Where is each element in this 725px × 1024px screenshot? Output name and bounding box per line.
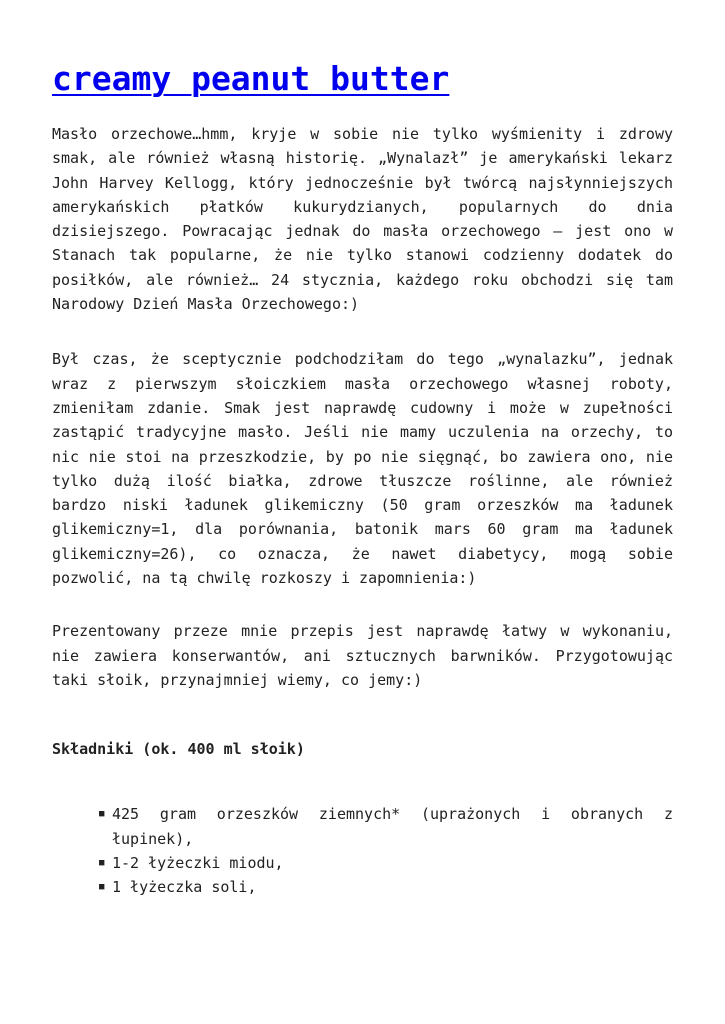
ingredients-list [52,802,673,899]
ingredient-text: 425 gram orzeszków ziemnych* (uprażonych i obranych z łupinek), [112,805,673,848]
ingredient-text: 1 łyżeczka soli, [112,878,257,897]
list-item [99,851,673,875]
title-link[interactable]: creamy peanut butter [52,59,450,98]
bullet-icon: ■ [99,882,105,893]
list-item [99,802,673,851]
recipe-intro-paragraph: Prezentowany przeze mnie przepis jest naprawdę łatwy w wykonaniu, nie zawiera konserwantów, ani sztucznych barwników. Przygotowując taki słoik, przynajmniej wiemy, co jemy:) [52,622,673,689]
ingredients-heading: Składniki (ok. 400 ml słoik) [52,740,305,759]
page-title [52,58,673,100]
bullet-icon: ■ [99,857,105,868]
bullet-icon: ■ [99,809,105,820]
experience-paragraph: Był czas, że sceptycznie podchodziłam do tego „wynalazku”, jednak wraz z pierwszym słoiczkiem masła orzechowego własnej roboty, zmieniłam zdanie. Smak jest naprawdę cudowny i może w zupełności zastąpić tradycyjne masło. Jeśli nie mamy uczulenia na orzechy, to nic nie stoi na przeszkodzie, by po nie sięgnąć, bo zawiera ono, nie tylko dużą ilość białka, zdrowe tłuszcze roślinne, ale również bardzo niski ładunek glikemiczny (50 gram orzeszków ma ładunek glikemiczny=1, dla porównania, batonik mars 60 gram ma ładunek glikemiczny=26), co oznacza, że nawet diabetycy, mogą sobie pozwolić, na tą chwilę rozkoszy i zapomnienia:) [52,350,673,588]
intro-paragraph: Masło orzechowe…hmm, kryje w sobie nie tylko wyśmienity i zdrowy smak, ale również własną historię. „Wynalazł” je amerykański lekarz John Harvey Kellogg, który jednocześnie był twórcą najsłynniejszych amerykańskich płatków kukurydzianych, popularnych do dnia dzisiejszego. Powracając jednak do masła orzechowego – jest ono w Stanach tak popularne, że nie tylko stanowi codzienny dodatek do posiłków, ale również… 24 stycznia, każdego roku obchodzi się tam Narodowy Dzień Masła Orzechowego:) [52,125,673,314]
article [52,58,673,899]
list-item [99,875,673,899]
ingredient-text: 1-2 łyżeczki miodu, [112,853,284,872]
